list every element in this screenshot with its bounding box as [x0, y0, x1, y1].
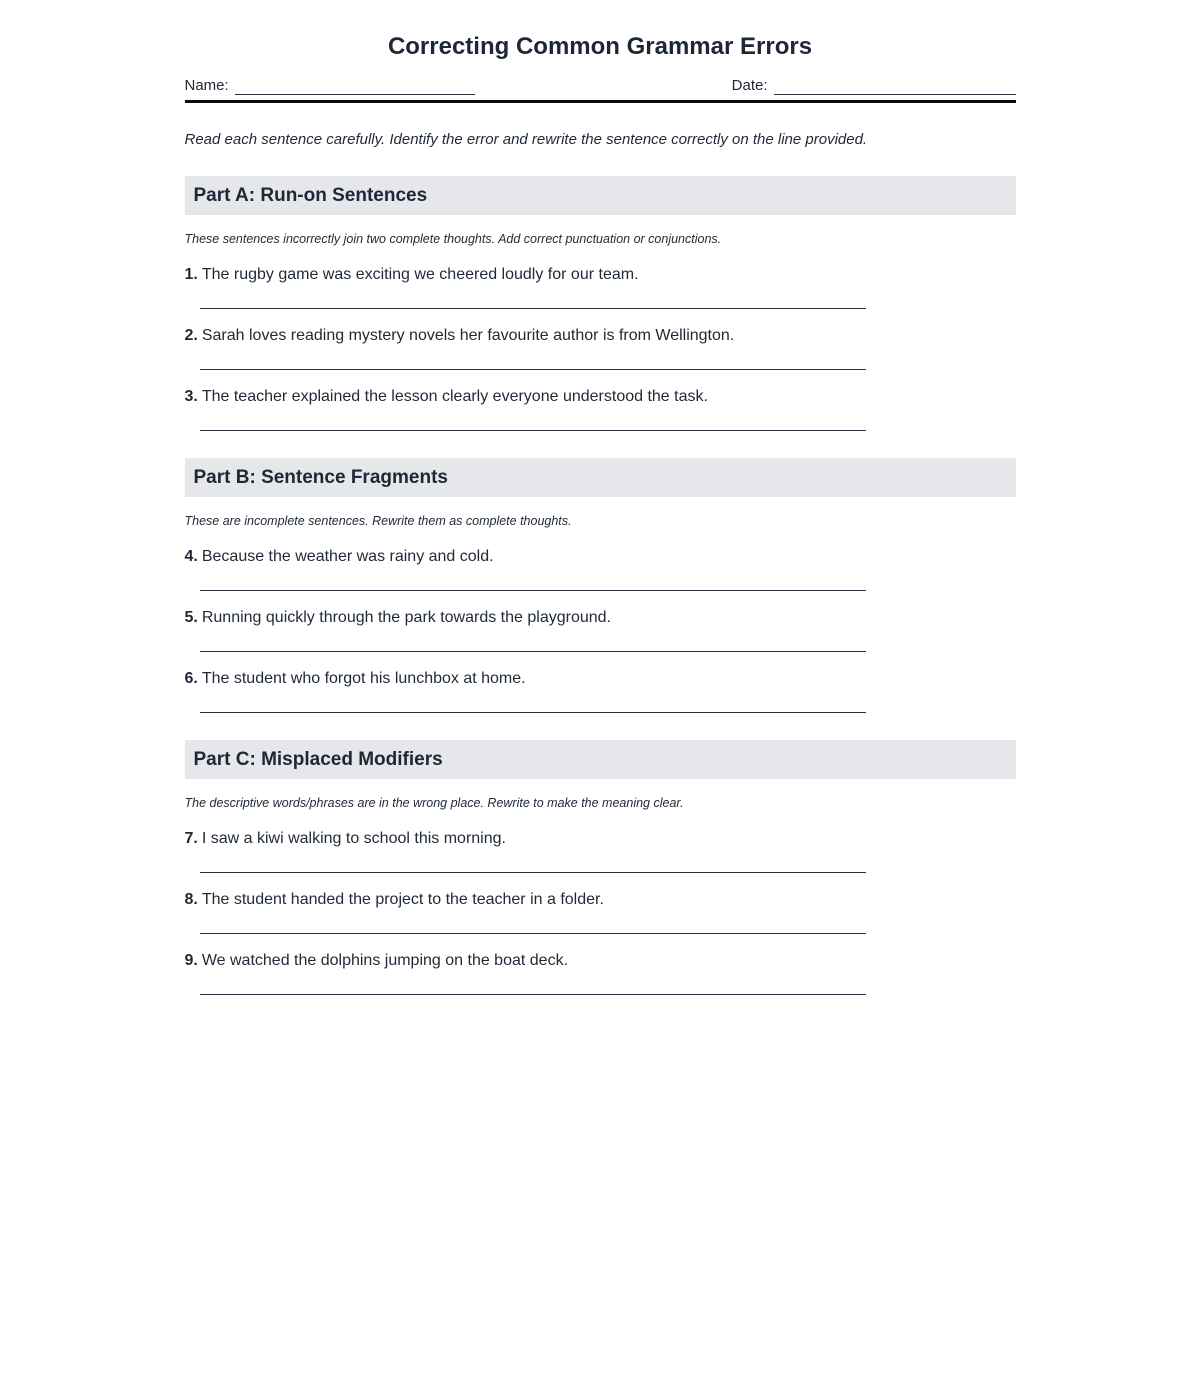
item-number: 5.	[184, 609, 198, 626]
section-part-c	[185, 740, 1016, 995]
section-heading: Part C: Misplaced Modifiers	[193, 748, 443, 770]
section-description: These are incomplete sentences. Rewrite them as complete thoughts.	[184, 514, 572, 528]
section-description: These sentences incorrectly join two complete thoughts. Add correct punctuation or conjunctions.	[184, 232, 722, 246]
exercise-item	[185, 265, 1016, 309]
item-number: 3.	[184, 388, 198, 405]
name-label: Name:	[184, 77, 229, 94]
item-sentence: The rugby game was exciting we cheered loudly for our team.	[201, 266, 639, 283]
exercise-item	[185, 547, 1016, 591]
answer-blank-line	[200, 872, 866, 873]
date-field-group	[732, 76, 1016, 95]
exercise-item	[185, 890, 1016, 934]
item-sentence: The student handed the project to the teacher in a folder.	[201, 891, 604, 908]
exercise-item	[185, 326, 1016, 370]
section-heading: Part B: Sentence Fragments	[193, 466, 448, 488]
worksheet-instructions: Read each sentence carefully. Identify the error and rewrite the sentence correctly on the line provided.	[184, 131, 868, 148]
section-part-b	[185, 458, 1016, 713]
item-number: 4.	[184, 548, 198, 565]
answer-blank-line	[200, 369, 866, 370]
worksheet-page	[185, 0, 1016, 995]
item-sentence-row	[185, 547, 1016, 567]
answer-blank-line	[200, 651, 866, 652]
section-part-a	[185, 176, 1016, 431]
item-sentence-row	[185, 669, 1016, 689]
exercise-item	[185, 608, 1016, 652]
answer-blank-line	[200, 933, 866, 934]
section-header	[185, 176, 1016, 215]
exercise-item	[185, 669, 1016, 713]
answer-blank-line	[200, 590, 866, 591]
answer-blank-line	[200, 430, 866, 431]
answer-blank-line	[200, 308, 866, 309]
item-sentence: The student who forgot his lunchbox at home.	[201, 670, 526, 687]
section-description: The descriptive words/phrases are in the wrong place. Rewrite to make the meaning clear.	[184, 796, 684, 810]
item-sentence-row	[185, 951, 1016, 971]
item-number: 1.	[184, 266, 198, 283]
header-divider-rule	[185, 100, 1016, 103]
item-sentence-row	[185, 265, 1016, 285]
item-number: 6.	[184, 670, 198, 687]
section-heading: Part A: Run-on Sentences	[193, 184, 428, 206]
exercise-item	[185, 829, 1016, 873]
name-field-group	[185, 76, 475, 95]
name-blank-line	[235, 78, 475, 95]
answer-blank-line	[200, 994, 866, 995]
exercise-item	[185, 951, 1016, 995]
item-number: 7.	[184, 830, 198, 847]
item-sentence: I saw a kiwi walking to school this morning.	[201, 830, 506, 847]
item-sentence: The teacher explained the lesson clearly everyone understood the task.	[201, 388, 708, 405]
item-sentence-row	[185, 326, 1016, 346]
date-label: Date:	[731, 77, 768, 94]
item-number: 9.	[184, 952, 198, 969]
item-sentence: Running quickly through the park towards the playground.	[201, 609, 611, 626]
answer-blank-line	[200, 712, 866, 713]
item-sentence-row	[185, 387, 1016, 407]
exercise-item	[185, 387, 1016, 431]
section-header	[185, 740, 1016, 779]
date-blank-line	[774, 78, 1016, 95]
item-sentence: Sarah loves reading mystery novels her favourite author is from Wellington.	[201, 327, 735, 344]
item-sentence: Because the weather was rainy and cold.	[201, 548, 494, 565]
item-sentence: We watched the dolphins jumping on the boat deck.	[201, 952, 569, 969]
section-header	[185, 458, 1016, 497]
item-sentence-row	[185, 890, 1016, 910]
item-number: 8.	[184, 891, 198, 908]
name-date-row	[185, 75, 1016, 95]
item-number: 2.	[184, 327, 198, 344]
item-sentence-row	[185, 608, 1016, 628]
item-sentence-row	[185, 829, 1016, 849]
page-title: Correcting Common Grammar Errors	[387, 33, 813, 60]
